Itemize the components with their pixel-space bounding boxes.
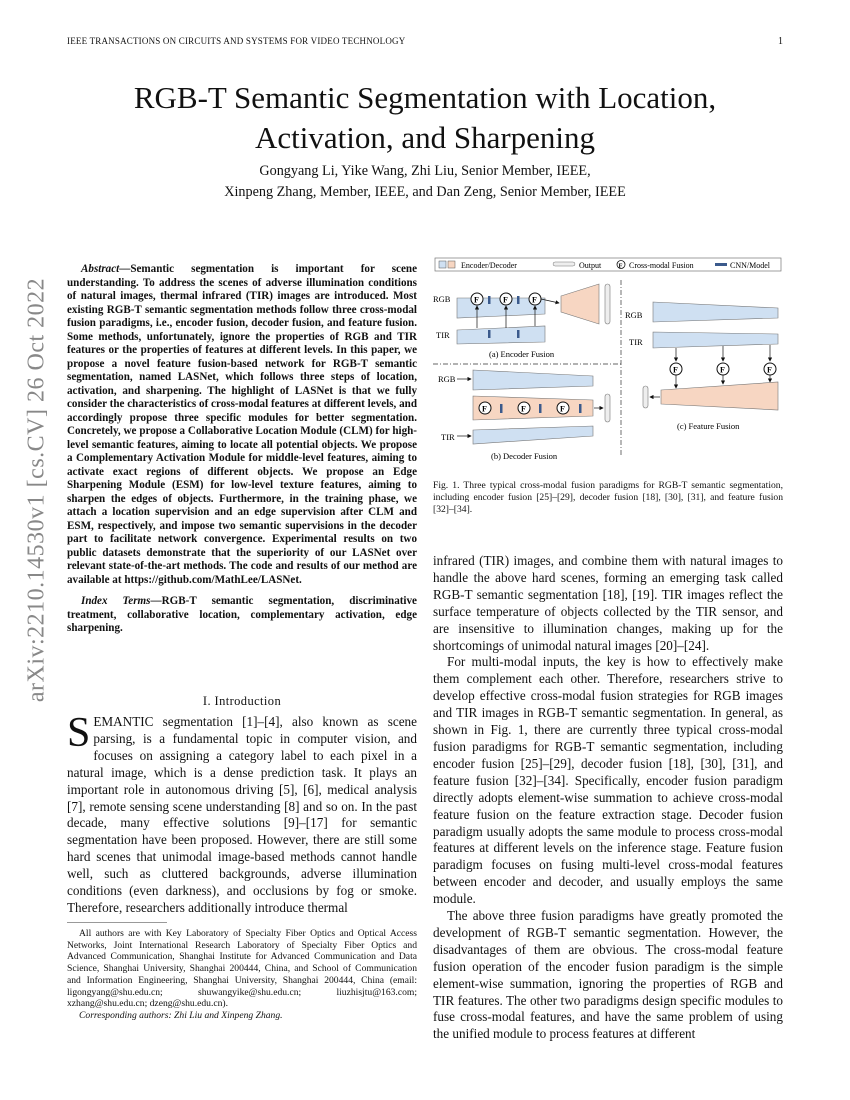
introduction-left-column — [67, 710, 417, 917]
legend-cnn-swatch — [715, 263, 727, 266]
legend-cnn-label: CNN/Model — [730, 261, 770, 270]
legend-fusion-glyph: F — [618, 262, 623, 270]
feat-tir-label: TIR — [629, 337, 643, 347]
drop-cap: S — [67, 710, 91, 756]
svg-text:F: F — [532, 295, 537, 305]
svg-text:F: F — [720, 365, 725, 375]
dec-rgb-encoder — [473, 370, 593, 390]
page-number: 1 — [778, 36, 783, 47]
legend-fusion-label: Cross-modal Fusion — [629, 261, 694, 270]
footnote — [67, 928, 417, 1022]
author-block — [67, 161, 783, 203]
intro-paragraph-2: For multi-modal inputs, the key is how to effectively make them complement each other. Therefore, researchers strive to develop effective cross-modal fusion strategies for RGB images and TIR images in RGB-T semantic segmentation. In general, as shown in Fig. 1, there are currently three typical cross-modal fusion paradigms for RGB-T semantic segmentation, including encoder fusion [25]–[29], decoder fusion [18], [30], [31], and feature fusion [32]–[34]. Specifically, encoder fusion paradigm directly adopts element-wise summation to achieve cross-modal feature fusion on the feature extraction stage. Decoder fusion paradigm usually adopts the same module to process cross-modal features at different levels on the inference stage. Feature fusion paradigm focuses on fusing multi-level cross-modal features between encoder and decoder, and usually employs the same module. — [433, 654, 783, 907]
intro-paragraph-continued: infrared (TIR) images, and combine them with natural images to handle the above hard scenes, forming an emerging task called RGB-T semantic segmentation [18], [19]. TIR images reflect the surface temperature of objects collected by the TIR sensor, and are insensitive to illumination changes, making up for the shortcomings of unimodal natural images [20]–[24]. — [433, 553, 783, 653]
index-terms — [67, 595, 417, 636]
dec-rgb-label: RGB — [438, 374, 456, 384]
sub-caption-b: (b) Decoder Fusion — [491, 451, 558, 461]
abstract-paragraph — [67, 263, 417, 587]
enc-tir-label: TIR — [436, 330, 450, 340]
introduction-right-column — [433, 553, 783, 1043]
intro-text: segmentation [1]–[4], also known as scene parsing, is a fundamental topic in computer vision, and focuses on assigning a category label to each pixel in a natural image, which is a dense prediction task. It plays an important role in autonomous driving [5], [6], medical analysis [7], remote sensing scene understanding [8] and so on. In the past decade, many effective solutions [9]–[17] for semantic segmentation have been proposed. However, there are still some hard scenes that unimodal image-based methods cannot handle well, such as cluttered backgrounds, adverse illumination conditions (even darkness), and occlusions by fog or smoke. Therefore, researchers additionally introduce thermal — [67, 714, 417, 915]
sub-caption-a: (a) Encoder Fusion — [489, 349, 555, 359]
figure-caption: Fig. 1. Three typical cross-modal fusion paradigms for RGB-T semantic segmentation, including encoder fusion [25]–[29], decoder fusion [18], [30], [31], and feature fusion [32]–[34]. — [433, 480, 783, 516]
intro-first-word: EMANTIC — [93, 714, 154, 729]
fusion-paradigms-diagram — [433, 256, 783, 468]
feat-output — [643, 386, 648, 408]
legend-output-swatch — [553, 262, 575, 266]
enc-decoder — [561, 284, 599, 324]
intro-paragraph-3: The above three fusion paradigms have greatly promoted the development of RGB-T semantic segmentation. However, the disadvantages of them are obvious. The cross-modal feature fusion operation of the encoder fusion paradigm is the simple element-wise summation, ignoring the properties of RGB and TIR features. The other two paradigms design specific modules to fuse cross-modal features, and have the same problem of using the unified module to process features at different — [433, 908, 783, 1042]
svg-text:F: F — [673, 365, 678, 375]
abstract-label: Abstract — [81, 263, 120, 275]
arxiv-id: arXiv:2210.14530v1 [cs.CV] 26 Oct 2022 — [23, 277, 50, 703]
feat-fusion-nodes — [670, 345, 776, 388]
dec-output — [605, 394, 610, 422]
authors-line-2: Xinpeng Zhang, Member, IEEE, and Dan Zeng, Senior Member, IEEE — [224, 184, 626, 200]
abstract-text: —Semantic segmentation is important for scene understanding. To address the scenes of adverse illumination conditions of natural images, thermal infrared (TIR) images are introduced. Most existing RGB-T semantic segmentation methods follow three cross-modal fusion paradigms, i.e., encoder fusion, decoder fusion, and feature fusion. Some methods, unfortunately, ignore the properties of RGB and TIR features or the properties of features at different levels. In this paper, we propose a novel feature fusion-based network for RGB-T semantic segmentation, named LASNet, which follows three steps of location, activation, and sharpening. The highlight of LASNet is that we fully consider the characteristics of cross-modal features at different levels, and accordingly propose three specific modules for better segmentation. Concretely, we propose a Collaborative Location Module (CLM) for high-level semantic features, aiming to locate all potential objects. We propose a Complementary Activation Module for middle-level features, aiming to activate exact regions of different objects. We propose an Edge Sharpening Module (ESM) for low-level texture features, aiming to sharpen the edges of objects. Furthermore, in the training phase, we attach a location supervision and an edge supervision after CLM and ESM, respectively, and impose two semantic supervisions in the decoder part to facilitate network convergence. Experimental results on two public datasets demonstrate that the superiority of our LASNet over relevant state-of-the-art methods. The code and results of our method are available at https://github.com/MathLee/LASNet. — [67, 263, 417, 586]
svg-text:F: F — [474, 295, 479, 305]
svg-text:F: F — [767, 365, 772, 375]
index-terms-label: Index Terms — [81, 595, 151, 607]
legend-output-label: Output — [579, 261, 602, 270]
section-heading: I. Introduction — [202, 694, 282, 708]
legend-decoder-swatch — [448, 261, 455, 268]
footnote-divider — [67, 922, 167, 923]
figure-1 — [433, 256, 783, 468]
abstract — [67, 263, 417, 644]
sub-caption-c: (c) Feature Fusion — [677, 421, 740, 431]
running-header: IEEE TRANSACTIONS ON CIRCUITS AND SYSTEMS FOR VIDEO TECHNOLOGY — [67, 36, 406, 46]
dec-tir-label: TIR — [441, 432, 455, 442]
enc-tir-encoder — [457, 326, 545, 344]
footnote-corresponding: Corresponding authors: Zhi Liu and Xinpeng Zhang. — [79, 1009, 283, 1021]
feat-decoder — [661, 382, 778, 410]
feat-rgb-label: RGB — [625, 310, 643, 320]
svg-text:F: F — [503, 295, 508, 305]
intro-paragraph — [67, 710, 417, 917]
legend-encdec-label: Encoder/Decoder — [461, 261, 517, 270]
svg-text:F: F — [521, 404, 526, 414]
dec-tir-encoder — [473, 426, 593, 444]
feat-tir-encoder — [653, 332, 778, 348]
index-terms-text: —RGB-T semantic segmentation, discriminative treatment, collaborative location, complementary activation, edge sharpening. — [67, 595, 417, 634]
enc-output — [605, 284, 610, 324]
authors-line-1: Gongyang Li, Yike Wang, Zhi Liu, Senior Member, IEEE, — [259, 163, 591, 179]
svg-text:F: F — [560, 404, 565, 414]
legend-encoder-swatch — [439, 261, 446, 268]
enc-rgb-label: RGB — [433, 294, 451, 304]
feat-rgb-encoder — [653, 302, 778, 322]
footnote-affiliation: All authors are with Key Laboratory of Specialty Fiber Optics and Optical Access Networks, Joint International Research Laboratory of Specialty Fiber Optics and Advanced Communication, Shanghai Institute for Advanced Communication and Data Science, Shanghai University, Shanghai 200444, China, and School of Communication and Information Engineering, Shanghai University, Shanghai 200444, China (email: ligongyang@shu.edu.cn; shuwangyike@shu.edu.cn; liuzhisjtu@163.com; xzhang@shu.edu.cn; dzeng@shu.edu.cn). — [67, 928, 417, 1010]
paper-title: RGB-T Semantic Segmentation with Location, Activation, and Sharpening — [133, 80, 717, 155]
arxiv-side-stamp — [12, 277, 62, 703]
svg-text:F: F — [482, 404, 487, 414]
